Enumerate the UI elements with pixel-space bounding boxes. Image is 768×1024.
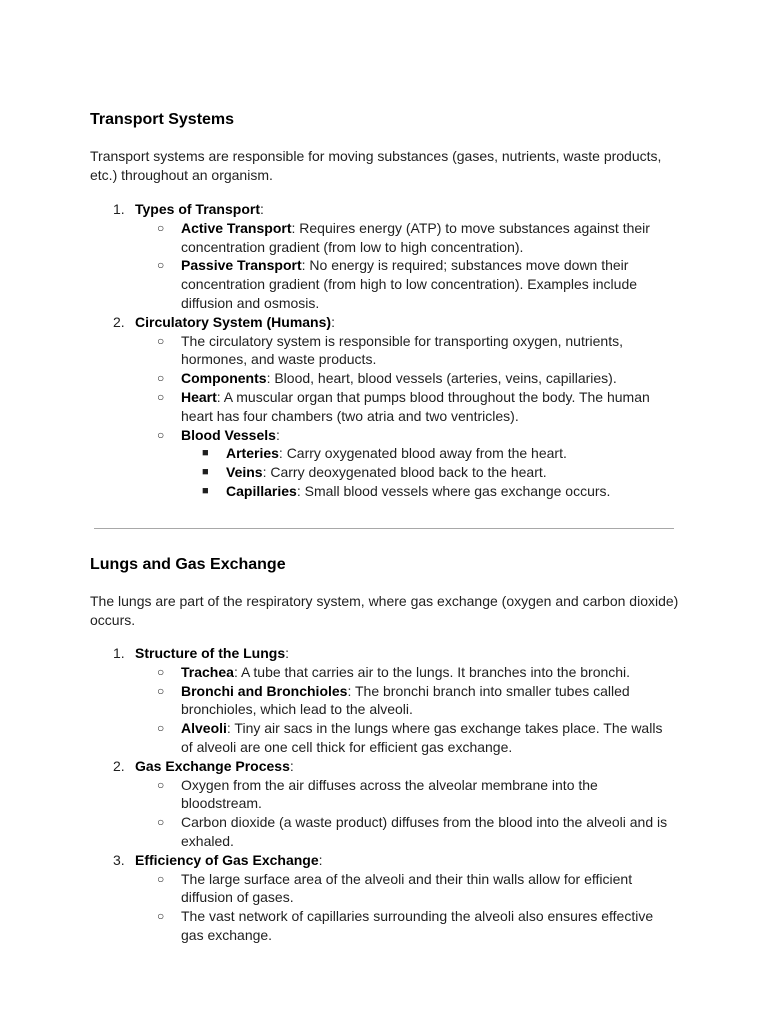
filled-square-bullet-icon: ■: [202, 484, 209, 497]
list-number: 3.: [113, 851, 125, 868]
sub-sub-item-veins: ■ Veins: Carry deoxygenated blood back to the heart.: [202, 464, 547, 481]
hollow-circle-bullet-icon: ○: [157, 664, 165, 679]
filled-square-bullet-icon: ■: [202, 447, 209, 460]
hollow-circle-bullet-icon: ○: [157, 871, 165, 886]
list-item-title: Circulatory System (Humans): [135, 313, 332, 330]
list-number: 2.: [113, 757, 125, 774]
hollow-circle-bullet-icon: ○: [157, 721, 165, 736]
sub-item-trachea: ○ Trachea: A tube that carries air to the lungs. It branches into the bronchi.: [157, 663, 631, 680]
list-item-title: Types of Transport: [135, 201, 260, 217]
horizontal-divider: [94, 528, 674, 529]
hollow-circle-bullet-icon: ○: [157, 371, 165, 386]
sub-item-heart: ○ Heart: A muscular organ that pumps blood throughout the body. The human heart has four chambers (two atria and two ventricles).: [157, 388, 650, 424]
hollow-circle-bullet-icon: ○: [157, 909, 165, 924]
list-item-circulatory-system: 2. Circulatory System (Humans):: [113, 313, 335, 330]
list-item-efficiency-gas-exchange: 3. Efficiency of Gas Exchange:: [113, 851, 323, 868]
list-number: 1.: [113, 201, 125, 217]
filled-square-bullet-icon: ■: [202, 466, 209, 479]
hollow-circle-bullet-icon: ○: [157, 777, 165, 792]
list-item-structure-of-lungs: 1. Structure of the Lungs:: [113, 645, 290, 661]
list-number: 1.: [113, 645, 125, 661]
sub-item-bronchi: ○ Bronchi and Bronchioles: The bronchi branch into smaller tubes called bronchioles, which lead to the alveoli.: [157, 682, 630, 718]
transport-list: [0, 200, 768, 501]
hollow-circle-bullet-icon: ○: [157, 389, 165, 404]
hollow-circle-bullet-icon: ○: [157, 815, 165, 830]
sub-item-blood-vessels: ○ Blood Vessels:: [157, 426, 280, 443]
section-heading-transport-systems: Transport Systems: [90, 111, 235, 128]
sub-sub-item-arteries: ■ Arteries: Carry oxygenated blood away from the heart.: [202, 445, 567, 462]
lungs-list: [0, 644, 768, 945]
hollow-circle-bullet-icon: ○: [157, 258, 165, 273]
hollow-circle-bullet-icon: ○: [157, 220, 165, 235]
list-item-gas-exchange-process: 2. Gas Exchange Process:: [113, 757, 294, 774]
sub-item-capillary-network: ○ The vast network of capillaries surrounding the alveoli also ensures effective gas exchange.: [157, 908, 654, 943]
sub-item-carbon-dioxide-diffusion: ○ Carbon dioxide (a waste product) diffuses from the blood into the alveoli and is exhaled.: [157, 814, 668, 849]
list-number: 2.: [113, 313, 125, 330]
list-item-title: Efficiency of Gas Exchange: [135, 851, 319, 868]
sub-item-circulatory-description: ○ The circulatory system is responsible for transporting oxygen, nutrients, hormones, and waste products.: [157, 332, 623, 368]
sub-item-active-transport: ○ Active Transport: Requires energy (ATP) to move substances against their concentration gradient (from low to high concentration).: [157, 219, 650, 255]
section-intro-transport: Transport systems are responsible for moving substances (gases, nutrients, waste products, etc.) throughout an organism.: [90, 148, 662, 183]
sub-item-alveoli: ○ Alveoli: Tiny air sacs in the lungs where gas exchange takes place. The walls of alveoli are one cell thick for efficient gas exchange.: [157, 720, 663, 755]
list-item-title: Gas Exchange Process: [135, 757, 290, 774]
sub-item-surface-area: ○ The large surface area of the alveoli and their thin walls allow for efficient diffusion of gases.: [157, 870, 633, 906]
hollow-circle-bullet-icon: ○: [157, 333, 165, 348]
hollow-circle-bullet-icon: ○: [157, 683, 165, 698]
sub-item-components: ○ Components: Blood, heart, blood vessels (arteries, veins, capillaries).: [157, 370, 617, 387]
sub-item-oxygen-diffusion: ○ Oxygen from the air diffuses across the alveolar membrane into the bloodstream.: [157, 776, 598, 812]
section-heading-lungs-gas-exchange: Lungs and Gas Exchange: [90, 556, 286, 573]
sub-sub-item-capillaries: ■ Capillaries: Small blood vessels where gas exchange occurs.: [202, 482, 611, 499]
list-item-title: Structure of the Lungs: [135, 645, 286, 661]
section-intro-lungs: The lungs are part of the respiratory system, where gas exchange (oxygen and carbon dioxide) occurs.: [90, 593, 679, 628]
list-item-types-of-transport: 1. Types of Transport:: [113, 201, 264, 217]
sub-item-passive-transport: ○ Passive Transport: No energy is required; substances move down their concentration gradient (from high to low concentration). Examples include diffusion and osmosis.: [157, 257, 638, 311]
hollow-circle-bullet-icon: ○: [157, 427, 165, 442]
